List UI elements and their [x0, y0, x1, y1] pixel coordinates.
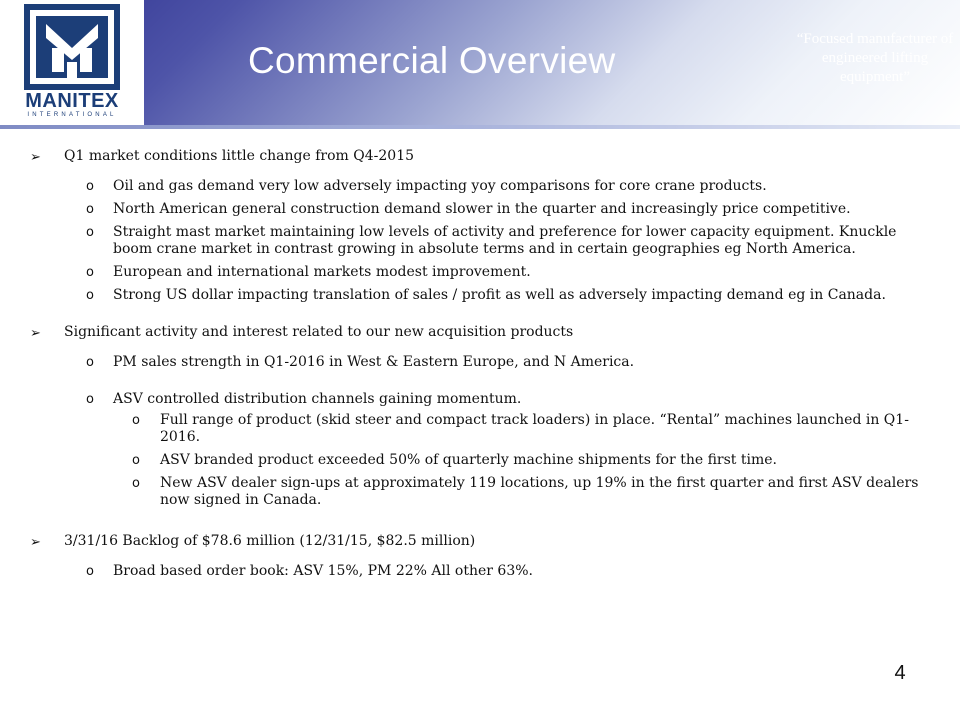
circle-bullet-icon: o	[86, 355, 94, 370]
bullet-acquisition-products	[30, 324, 930, 341]
sub-bullet	[30, 563, 930, 580]
header-divider	[0, 125, 960, 129]
circle-bullet-icon: o	[86, 202, 94, 217]
bullet-text: Significant activity and interest related to our new acquisition products	[64, 324, 574, 340]
sub-bullet-text: European and international markets modest improvement.	[113, 264, 531, 280]
sub-bullet-text: Straight mast market maintaining low levels of activity and preference for lower capacity equipment. Knuckle boom crane market in contrast growing in absolute terms and in certain geographies eg North America.	[113, 224, 897, 257]
sub-bullet-text: PM sales strength in Q1-2016 in West & Eastern Europe, and N America.	[113, 354, 635, 370]
sub-bullet-text: Oil and gas demand very low adversely impacting yoy comparisons for core crane products.	[113, 178, 767, 194]
sub-bullet	[30, 201, 930, 218]
sub-sub-bullet	[30, 475, 930, 509]
manitex-logo-icon	[24, 4, 120, 90]
sub-sub-bullet	[30, 412, 930, 446]
sub-bullet-text: Broad based order book: ASV 15%, PM 22% All other 63%.	[113, 563, 533, 579]
sub-bullet-text: North American general construction demand slower in the quarter and increasingly price competitive.	[113, 201, 851, 217]
sub-bullet	[30, 354, 930, 371]
company-logo	[0, 0, 144, 125]
sub-bullet	[30, 391, 930, 408]
bullet-text: 3/31/16 Backlog of $78.6 million (12/31/15, $82.5 million)	[64, 533, 476, 549]
circle-bullet-icon: o	[132, 453, 140, 468]
sub-bullet	[30, 224, 930, 258]
sub-bullet-text: ASV controlled distribution channels gaining momentum.	[113, 391, 522, 407]
circle-bullet-icon: o	[132, 476, 140, 491]
circle-bullet-icon: o	[86, 265, 94, 280]
circle-bullet-icon: o	[86, 179, 94, 194]
logo-subtitle: INTERNATIONAL	[27, 112, 117, 118]
logo-wordmark: MANITEX	[25, 90, 119, 112]
circle-bullet-icon: o	[86, 564, 94, 579]
sub-sub-bullet	[30, 452, 930, 469]
page-number: 4	[894, 662, 906, 684]
arrow-bullet-icon: ➢	[30, 535, 41, 550]
slide-body	[30, 148, 930, 580]
sub-sub-bullet-text: New ASV dealer sign-ups at approximately 119 locations, up 19% in the first quarter and first ASV dealers now signed in Canada.	[160, 475, 919, 508]
arrow-bullet-icon: ➢	[30, 150, 41, 165]
circle-bullet-icon: o	[132, 413, 140, 428]
circle-bullet-icon: o	[86, 225, 94, 240]
circle-bullet-icon: o	[86, 288, 94, 303]
circle-bullet-icon: o	[86, 392, 94, 407]
sub-bullet-text: Strong US dollar impacting translation of sales / profit as well as adversely impacting demand eg in Canada.	[113, 287, 886, 303]
tagline: “Focused manufacturer of engineered lifting equipment”	[796, 31, 954, 85]
sub-sub-bullet-text: ASV branded product exceeded 50% of quarterly machine shipments for the first time.	[160, 452, 777, 468]
bullet-backlog	[30, 533, 930, 550]
bullet-market-conditions	[30, 148, 930, 165]
bullet-text: Q1 market conditions little change from Q4-2015	[64, 148, 415, 164]
sub-sub-bullet-text: Full range of product (skid steer and compact track loaders) in place. “Rental” machines launched in Q1-2016.	[160, 412, 909, 445]
arrow-bullet-icon: ➢	[30, 326, 41, 341]
slide-title: Commercial Overview	[248, 40, 616, 81]
sub-bullet	[30, 178, 930, 195]
sub-bullet	[30, 264, 930, 281]
sub-bullet	[30, 287, 930, 304]
